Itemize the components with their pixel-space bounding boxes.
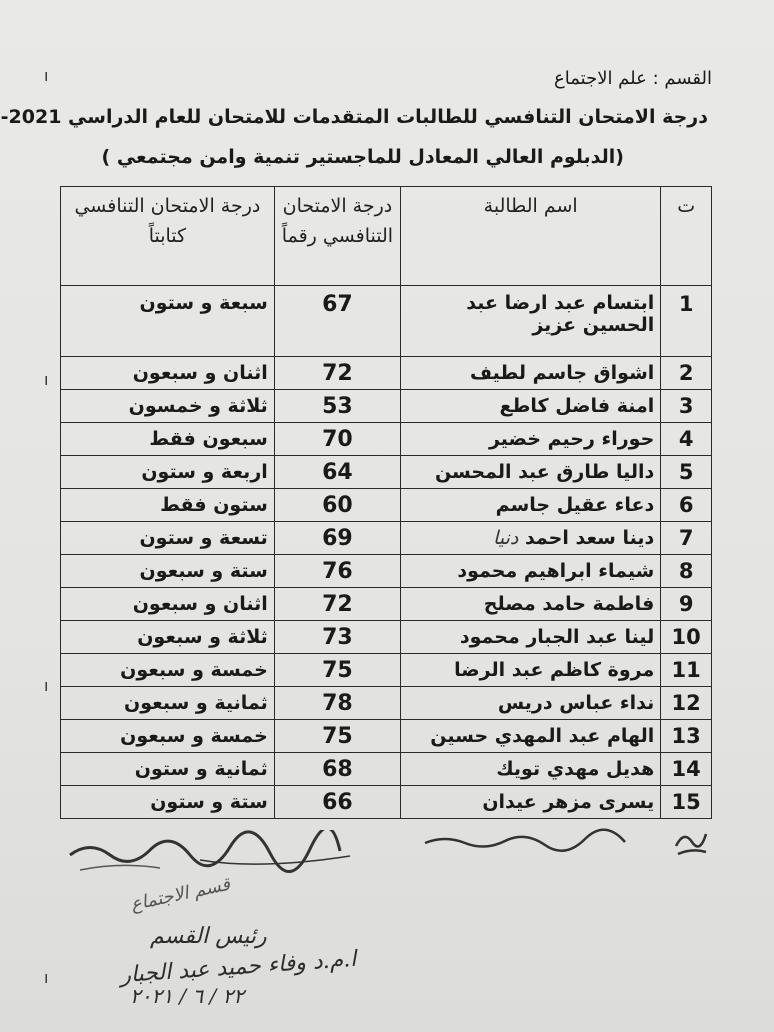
table-row: [61, 522, 712, 555]
grade-words: ستون فقط: [61, 489, 275, 522]
department-label: القسم : علم الاجتماع: [554, 68, 712, 89]
row-index: 8: [661, 555, 712, 588]
row-index: 15: [661, 786, 712, 819]
table-row: [61, 555, 712, 588]
row-index: 2: [661, 357, 712, 390]
grade-number: 69: [274, 522, 400, 555]
header-grade-words: درجة الامتحان التنافسي كتابتاً: [61, 187, 275, 286]
grade-words: ثلاثة و خمسون: [61, 390, 275, 423]
grade-words: ستة و سبعون: [61, 555, 275, 588]
margin-mark: ı: [44, 370, 49, 389]
table-header-row: [61, 187, 712, 286]
row-index: 9: [661, 588, 712, 621]
grade-number: 78: [274, 687, 400, 720]
grade-number: 67: [274, 286, 400, 357]
table-row: [61, 786, 712, 819]
student-name: دعاء عقيل جاسم: [401, 489, 661, 522]
grade-number: 68: [274, 753, 400, 786]
stamp-text: قسم الاجتماع: [128, 873, 232, 916]
student-name: داليا طارق عبد المحسن: [401, 456, 661, 489]
grade-words: خمسة و سبعون: [61, 720, 275, 753]
grade-words: تسعة و ستون: [61, 522, 275, 555]
grade-words: ثمانية و ستون: [61, 753, 275, 786]
table-row: [61, 390, 712, 423]
signature-scribble-middle: [420, 828, 630, 858]
document-subtitle: (الدبلوم العالي المعادل للماجستير تنمية وامن مجتمعي ): [101, 146, 624, 168]
table-row: [61, 621, 712, 654]
student-name: امنة فاضل كاطع: [401, 390, 661, 423]
handwritten-correction: دنيا: [493, 527, 519, 549]
student-name-text: دينا سعد احمد: [524, 527, 655, 549]
signature-scribble-right: [672, 826, 712, 862]
header-grade-number: درجة الامتحان التنافسي رقماً: [274, 187, 400, 286]
row-index: 4: [661, 423, 712, 456]
grade-words: سبعة و ستون: [61, 286, 275, 357]
table-row: [61, 456, 712, 489]
grade-number: 75: [274, 720, 400, 753]
grade-number: 70: [274, 423, 400, 456]
row-index: 13: [661, 720, 712, 753]
grade-number: 66: [274, 786, 400, 819]
row-index: 10: [661, 621, 712, 654]
row-index: 7: [661, 522, 712, 555]
document-title: درجة الامتحان التنافسي للطالبات المتقدمات للامتحان للعام الدراسي 2021-: [0, 106, 708, 128]
student-name: فاطمة حامد مصلح: [401, 588, 661, 621]
grade-number: 53: [274, 390, 400, 423]
student-name: شيماء ابراهيم محمود: [401, 555, 661, 588]
grade-number: 72: [274, 588, 400, 621]
row-index: 3: [661, 390, 712, 423]
table-row: [61, 286, 712, 357]
table-row: [61, 654, 712, 687]
row-index: 14: [661, 753, 712, 786]
grade-words: اربعة و ستون: [61, 456, 275, 489]
grade-words: ستة و ستون: [61, 786, 275, 819]
student-name: اشواق جاسم لطيف: [401, 357, 661, 390]
signer-role: رئيس القسم: [150, 924, 267, 949]
signer-name: ا.م.د وفاء حميد عبد الجبار: [119, 946, 358, 989]
table-row: [61, 489, 712, 522]
student-name: ابتسام عبد ارضا عبد الحسين عزيز: [401, 286, 661, 357]
signature-date: ٢٢ / ٦ / ٢٠٢١: [130, 984, 245, 1008]
grade-words: خمسة و سبعون: [61, 654, 275, 687]
student-name: هديل مهدي تويك: [401, 753, 661, 786]
grade-words: ثمانية و سبعون: [61, 687, 275, 720]
header-index: ت: [661, 187, 712, 286]
grade-words: اثنان و سبعون: [61, 588, 275, 621]
margin-mark: ı: [44, 66, 49, 85]
grade-number: 64: [274, 456, 400, 489]
margin-mark: ı: [44, 968, 49, 987]
header-student-name: اسم الطالبة: [401, 187, 661, 286]
table-row: [61, 720, 712, 753]
row-index: 6: [661, 489, 712, 522]
student-name: يسرى مزهر عيدان: [401, 786, 661, 819]
grade-number: 60: [274, 489, 400, 522]
row-index: 12: [661, 687, 712, 720]
grade-number: 73: [274, 621, 400, 654]
grade-words: اثنان و سبعون: [61, 357, 275, 390]
row-index: 5: [661, 456, 712, 489]
student-name: نداء عباس دريس: [401, 687, 661, 720]
grade-words: سبعون فقط: [61, 423, 275, 456]
student-name: مروة كاظم عبد الرضا: [401, 654, 661, 687]
table-row: [61, 588, 712, 621]
student-name: [401, 522, 661, 555]
grades-table: [60, 186, 712, 819]
margin-mark: ı: [44, 676, 49, 695]
student-name: حوراء رحيم خضير: [401, 423, 661, 456]
student-name: لينا عبد الجبار محمود: [401, 621, 661, 654]
grade-number: 75: [274, 654, 400, 687]
grade-number: 76: [274, 555, 400, 588]
student-name: الهام عبد المهدي حسين: [401, 720, 661, 753]
grade-words: ثلاثة و سبعون: [61, 621, 275, 654]
grade-number: 72: [274, 357, 400, 390]
table-row: [61, 687, 712, 720]
table-row: [61, 357, 712, 390]
row-index: 1: [661, 286, 712, 357]
table-row: [61, 423, 712, 456]
table-row: [61, 753, 712, 786]
row-index: 11: [661, 654, 712, 687]
